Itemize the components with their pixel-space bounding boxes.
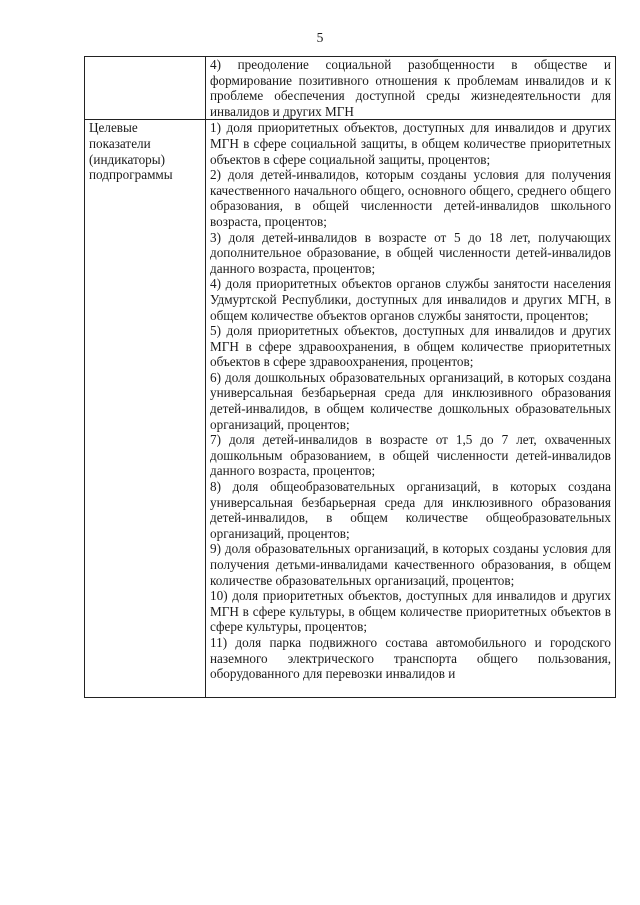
indicator-item-1: 1) доля приоритетных объектов, доступных для инвалидов и других МГН в сфере социальной защиты, в общем количестве приоритетных объектов в сфере социальной защиты, процентов;: [210, 120, 611, 167]
passport-table: [84, 56, 616, 698]
table-row-target-indicators: [85, 120, 616, 698]
page-number: 5: [316, 30, 324, 45]
indicator-item-11: 11) доля парка подвижного состава автомобильного и городского наземного электрического транспорта общего пользования, оборудованного для перевозки инвалидов и: [210, 634, 611, 682]
indicator-item-8: 8) доля общеобразовательных организаций, в которых создана универсальная безбарьерная среда для инклюзивного образования детей-инвалидов, в общем количестве общеобразовательных организаций, процентов;: [210, 479, 611, 541]
row-label-target-indicators: Целевые показатели (индикаторы) подпрограммы: [85, 120, 206, 698]
row-content: [206, 57, 616, 120]
task-item-4: 4) преодоление социальной разобщенности в обществе и формирование позитивного отношения к проблемам инвалидов и к проблеме обеспечения доступной среды жизнедеятельности для инвалидов и других МГН: [210, 57, 611, 119]
indicator-item-10: 10) доля приоритетных объектов, доступных для инвалидов и других МГН в сфере культуры, в общем количестве приоритетных объектов в сфере культуры, процентов;: [210, 588, 611, 635]
indicator-item-7: 7) доля детей-инвалидов в возрасте от 1,5 до 7 лет, охваченных дошкольным образованием, в общей численности детей-инвалидов данного возраста, процентов;: [210, 432, 611, 479]
indicator-item-6: 6) доля дошкольных образовательных организаций, в которых создана универсальная безбарьерная среда для инклюзивного образования детей-инвалидов, в общем количестве дошкольных образовательных организаций, процентов;: [210, 369, 611, 432]
row-label: [85, 57, 206, 120]
indicator-item-2: 2) доля детей-инвалидов, которым созданы условия для получения качественного начального общего, основного общего, среднего общего образования, в общей численности детей-инвалидов школьного возраста, процентов;: [210, 167, 611, 229]
indicator-item-5: 5) доля приоритетных объектов, доступных для инвалидов и других МГН в сфере здравоохранения, в общем количестве приоритетных объектов в сфере здравоохранения, процентов;: [210, 323, 611, 370]
indicator-item-3: 3) доля детей-инвалидов в возрасте от 5 до 18 лет, получающих дополнительное образование, в общей численности детей-инвалидов данного возраста, процентов;: [210, 229, 611, 276]
indicator-item-9: 9) доля образовательных организаций, в которых созданы условия для получения детьми-инвалидами качественного образования, в общем количестве образовательных организаций, процентов;: [210, 541, 611, 588]
table-row-goals-continued: [85, 57, 616, 120]
indicator-item-4: 4) доля приоритетных объектов органов службы занятости населения Удмуртской Республики, доступных для инвалидов и других МГН, в общем количестве объектов органов службы занятости, процентов;: [210, 276, 611, 323]
row-content-indicators: [206, 120, 616, 698]
